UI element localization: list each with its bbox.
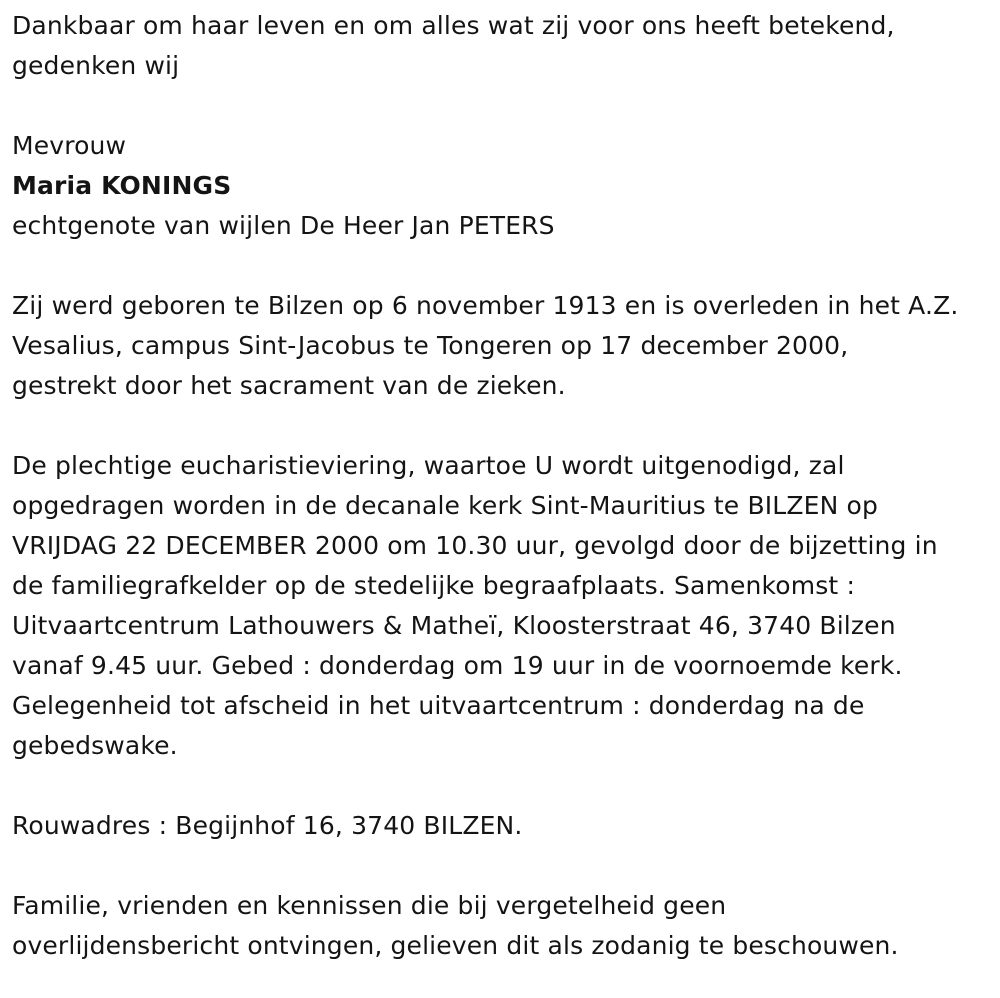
spacer — [12, 406, 992, 446]
obituary-notice — [12, 6, 992, 966]
person-name: Maria KONINGS — [12, 171, 232, 200]
ceremony-line: opgedragen worden in de decanale kerk Sint-Mauritius te BILZEN op — [12, 491, 878, 520]
spacer — [12, 86, 992, 126]
ceremony-line: vanaf 9.45 uur. Gebed : donderdag om 19 uur in de voornoemde kerk. — [12, 651, 903, 680]
ceremony-line: Gelegenheid tot afscheid in het uitvaartcentrum : donderdag na de — [12, 691, 865, 720]
intro-line: gedenken wij — [12, 51, 180, 80]
birth-death-line: gestrekt door het sacrament van de zieken. — [12, 371, 566, 400]
intro-line: Dankbaar om haar leven en om alles wat zij voor ons heeft betekend, — [12, 11, 895, 40]
spacer — [12, 246, 992, 286]
spacer — [12, 766, 992, 806]
mourning-address: Rouwadres : Begijnhof 16, 3740 BILZEN. — [12, 811, 523, 840]
spacer — [12, 846, 992, 886]
birth-death-line: Vesalius, campus Sint-Jacobus te Tongeren op 17 december 2000, — [12, 331, 849, 360]
closing-line: overlijdensbericht ontvingen, gelieven dit als zodanig te beschouwen. — [12, 931, 899, 960]
person-title: Mevrouw — [12, 131, 127, 160]
ceremony-line: De plechtige eucharistieviering, waartoe U wordt uitgenodigd, zal — [12, 451, 845, 480]
ceremony-line: gebedswake. — [12, 731, 178, 760]
person-relation: echtgenote van wijlen De Heer Jan PETERS — [12, 211, 555, 240]
ceremony-line: de familiegrafkelder op de stedelijke begraafplaats. Samenkomst : — [12, 571, 856, 600]
birth-death-line: Zij werd geboren te Bilzen op 6 november 1913 en is overleden in het A.Z. — [12, 291, 959, 320]
ceremony-line: Uitvaartcentrum Lathouwers & Matheï, Kloosterstraat 46, 3740 Bilzen — [12, 611, 896, 640]
ceremony-line: VRIJDAG 22 DECEMBER 2000 om 10.30 uur, gevolgd door de bijzetting in — [12, 531, 938, 560]
closing-line: Familie, vrienden en kennissen die bij vergetelheid geen — [12, 891, 727, 920]
